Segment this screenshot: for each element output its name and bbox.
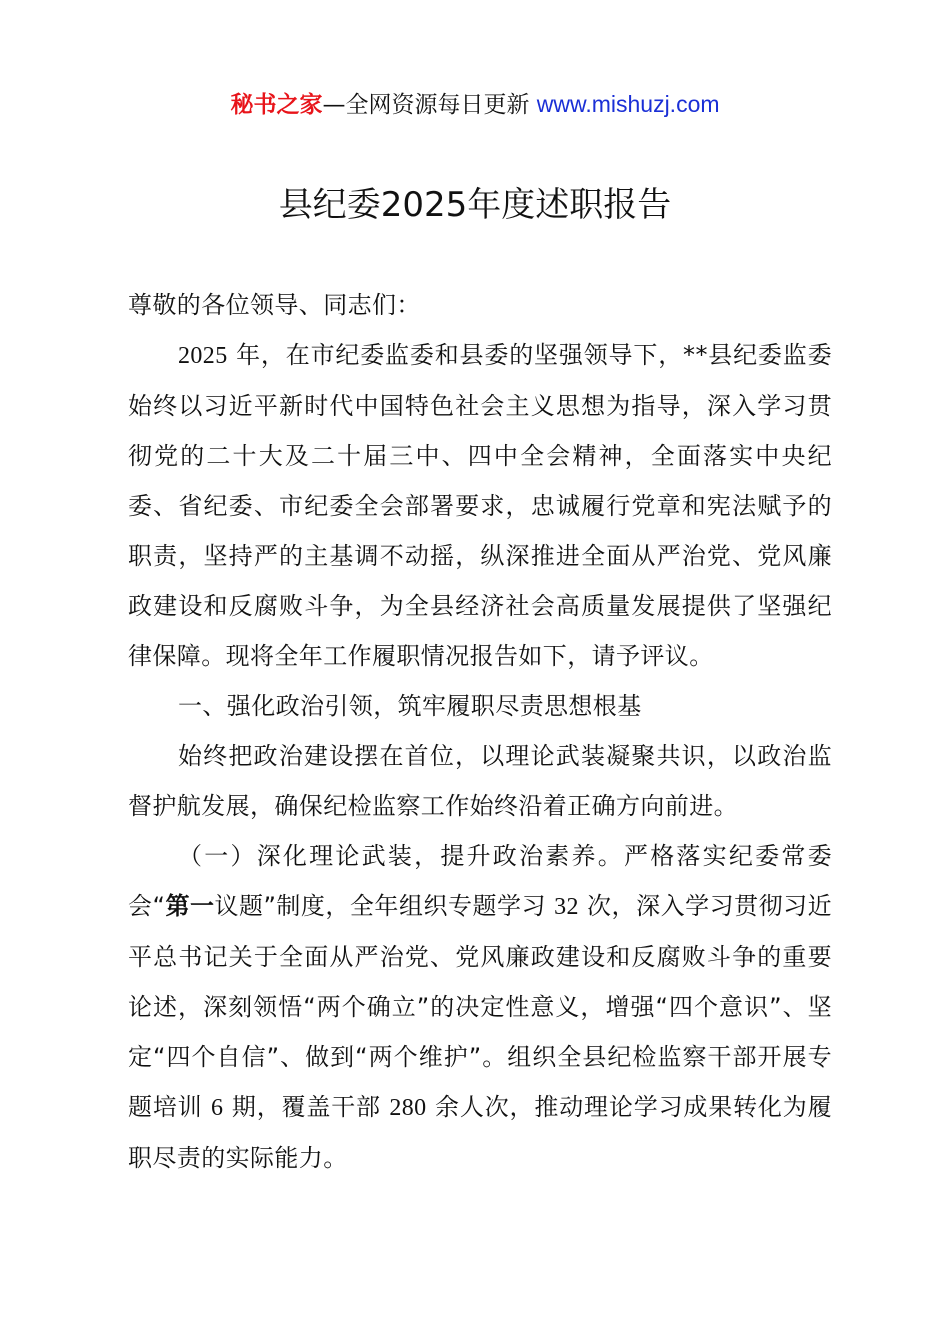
document-body (128, 280, 832, 1183)
site-slogan: —全网资源每日更新 (322, 92, 537, 118)
subsection-1-text-a: （一）深化理论武装，提升政治素养。严格落实纪委常委会“ (128, 842, 832, 920)
section-1-intro: 始终把政治建设摆在首位，以理论武装凝聚共识，以政治监督护航发展，确保纪检监察工作始终沿着正确方向前进。 (128, 742, 832, 820)
training-count: 6 (210, 1095, 224, 1121)
subsection-1-text-d: 期，覆盖干部 (223, 1093, 390, 1121)
subsection-1-text-e: 余人次，推动理论学习成果转化为履职尽责的实际能力。 (128, 1093, 832, 1172)
site-header (0, 86, 950, 123)
subsection-1-text-c: 次，深入学习贯彻习近平总书记关于全面从严治党、党风廉政建设和反腐败斗争的重要论述，深刻领悟“两个确立”的决定性意义，增强“四个意识”、坚定“四个自信”、做到“两个维护”。组织全县纪检监察干部开展专题培训 (128, 892, 833, 1121)
study-count: 32 (554, 894, 579, 920)
cadre-count: 280 (389, 1095, 427, 1121)
document-title: 县纪委2025年度述职报告 (278, 185, 672, 225)
salutation: 尊敬的各位领导、同志们： (128, 291, 421, 319)
site-brand: 秘书之家 (230, 92, 323, 118)
intro-text: 年，在市纪委监委和县委的坚强领导下，**县纪委监委始终以习近平新时代中国特色社会主义思想为指导，深入学习贯彻党的二十大及二十届三中、四中全会精神，全面落实中央纪委、省纪委、市纪委全会部署要求，忠诚履行党章和宪法赋予的职责，坚持严的主基调不动摇，纵深推进全面从严治党、党风廉政建设和反腐败斗争，为全县经济社会高质量发展提供了坚强纪律保障。现将全年工作履职情况报告如下，请予评议。 (128, 341, 832, 670)
subsection-1-paragraph (128, 831, 832, 1183)
subsection-1-bold-text: 第一 (165, 892, 215, 920)
intro-year: 2025 (178, 343, 228, 369)
intro-paragraph (128, 330, 832, 681)
site-url-link[interactable]: www.mishuzj.com (536, 91, 720, 117)
subsection-1-text-b: 议题”制度，全年组织专题学习 (214, 892, 555, 920)
section-1-heading: 一、强化政治引领，筑牢履职尽责思想根基 (178, 692, 642, 720)
